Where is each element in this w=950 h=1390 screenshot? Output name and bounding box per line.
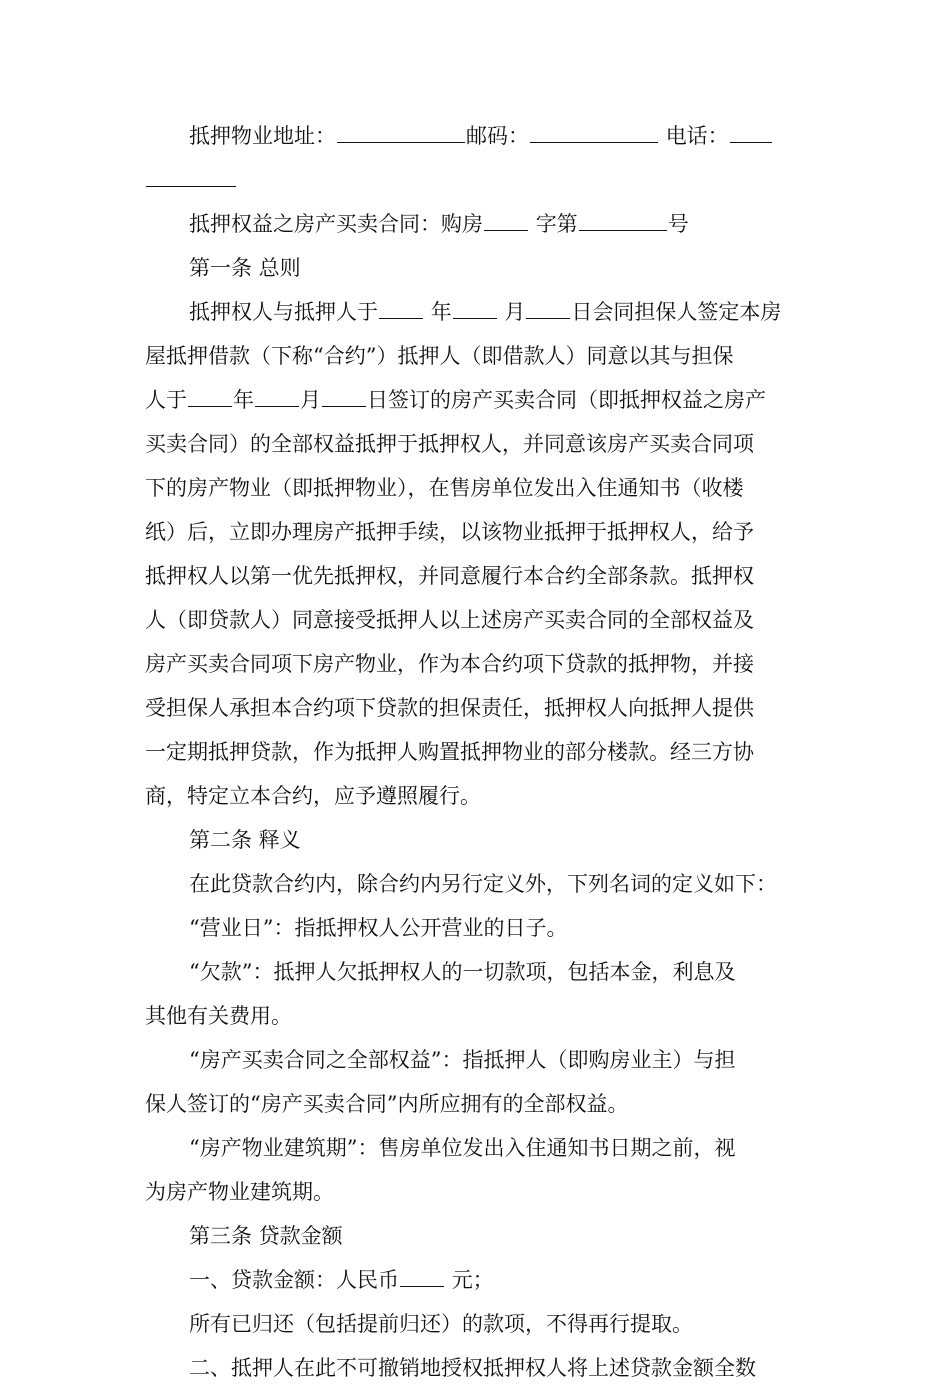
definition-construction-line-2: 为房产物业建筑期。 [145,1180,334,1204]
definition-debt-line-2: 其他有关费用。 [145,1004,292,1028]
zip-label: 邮码： [466,124,529,148]
year-label: 年 [430,300,452,324]
article-2-title: 第二条 释义 [189,828,301,852]
zip-blank [530,122,658,143]
article-1-line-2: 屋抵押借款（下称“合约”）抵押人（即借款人）同意以其与担保 [145,344,734,368]
equity-mid: 字第 [535,212,578,236]
equity-contract-line [145,202,805,246]
equity-suffix: 号 [667,212,689,236]
definition-debt-line-1: “欠款”：抵押人欠抵押权人的一切款项，包括本金，利息及 [189,960,736,984]
article-1-text: 抵押权人与抵押人于 [189,300,378,324]
article-1-line-7: 抵押权人以第一优先抵押权，并同意履行本合约全部条款。抵押权 [145,564,754,588]
definition-business-day: “营业日”：指抵押权人公开营业的日子。 [189,916,568,940]
address-line [145,114,805,158]
month-label: 月 [300,388,321,412]
article-1-line-9: 房产买卖合同项下房产物业，作为本合约项下贷款的抵押物，并接 [145,652,754,676]
month-blank [453,298,497,319]
equity-prefix: 抵押权益之房产买卖合同：购房 [189,212,483,236]
article-1-line-11: 一定期抵押贷款，作为抵押人购置抵押物业的部分楼款。经三方协 [145,740,754,764]
contract-body [145,114,805,1390]
year-blank [379,298,423,319]
article-3-title: 第三条 贷款金额 [189,1224,343,1248]
repaid-note: 所有已归还（包括提前归还）的款项，不得再行提取。 [189,1312,693,1336]
phone-blank [730,122,772,143]
definition-construction-line-1: “房产物业建筑期”：售房单位发出入住通知书日期之前，视 [189,1136,736,1160]
month-label: 月 [504,300,526,324]
article-1-line-3 [145,378,805,422]
article-1-line-4: 买卖合同）的全部权益抵押于抵押权人，并同意该房产买卖合同项 [145,432,754,456]
year-blank [188,386,232,407]
article-1-line-8: 人（即贷款人）同意接受抵押人以上述房产买卖合同的全部权益及 [145,608,754,632]
loan-amount-line [145,1258,805,1302]
purchase-blank [484,210,528,231]
address-blank [337,122,465,143]
currency-unit: 元； [451,1268,494,1292]
phone-label: 电话： [665,124,729,148]
authorization-line: 二、抵押人在此不可撤销地授权抵押权人将上述贷款金额全数 [189,1356,756,1380]
article-1-line-5: 下的房产物业（即抵押物业），在售房单位发出入住通知书（收楼 [145,476,744,500]
article-1-text: 人于 [145,388,187,412]
article-2-intro: 在此贷款合约内，除合约内另行定义外，下列名词的定义如下： [189,872,777,896]
article-1-title: 第一条 总则 [189,256,301,280]
article-1-line-6: 纸）后，立即办理房产抵押手续，以该物业抵押于抵押权人，给予 [145,520,754,544]
definition-equity-line-2: 保人签订的“房产买卖合同”内所应拥有的全部权益。 [145,1092,629,1116]
article-1-text: 日签订的房产买卖合同（即抵押权益之房产 [367,388,766,412]
article-1-text: 日会同担保人签定本房 [571,300,782,324]
loan-amount-label: 一、贷款金额：人民币 [189,1268,399,1292]
month-blank [255,386,299,407]
phone-blank-continued-line [145,158,805,202]
day-blank [526,298,570,319]
loan-amount-blank [400,1266,444,1287]
day-blank [322,386,366,407]
article-1-line-1 [145,290,805,334]
number-blank [579,210,667,231]
definition-equity-line-1: “房产买卖合同之全部权益”：指抵押人（即购房业主）与担 [189,1048,736,1072]
address-label: 抵押物业地址： [189,124,336,148]
article-1-line-12: 商，特定立本合约，应予遵照履行。 [145,784,481,808]
phone-blank-continued [146,166,236,187]
article-1-line-10: 受担保人承担本合约项下贷款的担保责任，抵押权人向抵押人提供 [145,696,754,720]
year-label: 年 [233,388,254,412]
